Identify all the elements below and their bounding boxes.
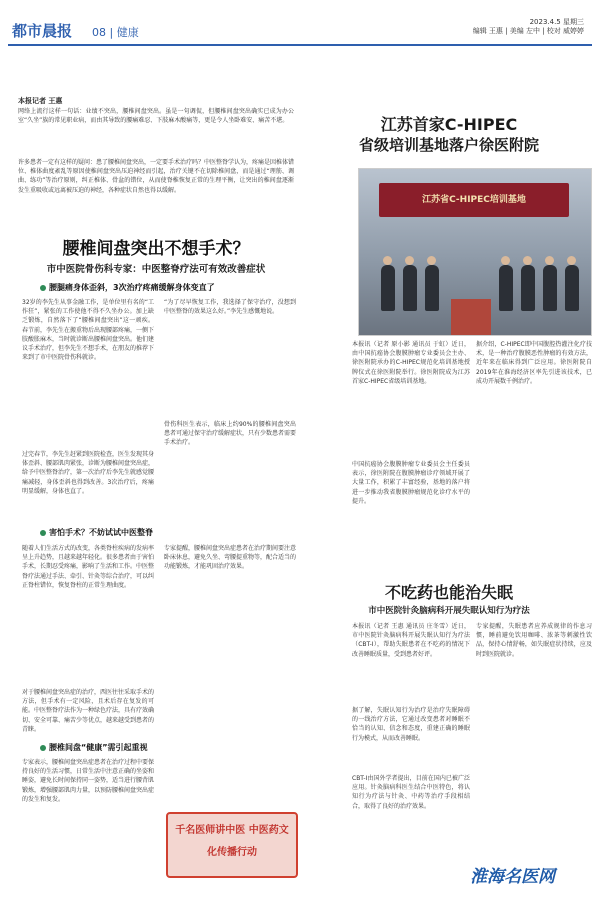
subheading-1: 腰腿痛身体歪斜，3次治疗疼痛缓解身体变直了 [40, 282, 300, 293]
left-col2-para7: 专家提醒，腰椎间盘突出症患者在治疗期间要注意卧床休息，避免久坐、弯腰提重物等，配合适当的功能锻炼，才能巩固治疗效果。 [164, 545, 296, 571]
person-figure [499, 265, 513, 311]
person-head [383, 256, 392, 265]
person-figure [521, 265, 535, 311]
left-col1-para6: 对于腰椎间盘突出症的治疗，西医往往采取手术的方法，但手术有一定风险，且术后存在复发的可能。中医整脊疗法作为一种绿色疗法，具有疗效确切、安全可靠、痛苦少等优点，越来越受到患者的青睐。 [22, 689, 154, 733]
date-box [473, 18, 584, 36]
masthead [0, 0, 600, 44]
person-head [545, 256, 554, 265]
person-head [567, 256, 576, 265]
left-headline: 腰椎间盘突出不想手术？ [62, 239, 250, 259]
right-col1-para4: 本报讯（记者 王惠 通讯员 庄冬雪）近日，市中医院针灸脑病科开展失眠认知行为疗法（CBT-I），帮助失眠患者在不吃药的情况下改善睡眠质量，受到患者好评。 [352, 623, 470, 658]
right-headline-line2: 省级培训基地落户徐医附院 [358, 136, 539, 154]
subheading-3: 腰椎间盘“健康”需引起重视 [40, 742, 300, 753]
promo-box [166, 812, 298, 878]
left-col1-para2: 过完春节，李先生赶紧到医院检查，医生发现其身体歪斜、腰部肌肉紧张，诊断为腰椎间盘突出症，给予中医整脊治疗，第一次治疗后李先生就感觉腰痛减轻，身体歪斜也得到改善。3次治疗后，疼痛明显缓解，身体也直了。 [22, 451, 154, 495]
person-figure [425, 265, 439, 311]
right-col1-para1: 本报讯（记者 原小影 通讯员 于虹）近日，由中国抗癌协会腹膜肿瘤专业委员会主办、徐医附院承办的C-HIPEC规范化培训基地授牌仪式在徐医附院举行。徐医附院成为江苏首家C-HIPEC省级培训基地。 [352, 341, 470, 385]
bullet-icon [40, 745, 46, 751]
issue-date: 2023.4.5 星期三 [529, 18, 584, 26]
left-col2-para8-cont [164, 758, 296, 810]
photo-banner [379, 183, 569, 217]
person-figure [565, 265, 579, 311]
right-col2-para3: 据介绍，C-HIPEC即中国腹腔热灌注化疗技术，是一种治疗腹膜恶性肿瘤的有效方法，近年来在临床得到广泛应用。徐医附院自2019年在淮海经济区率先引进该技术，已成功开展数千例治疗。 [476, 341, 592, 385]
reporter-byline: 本报记者 王惠 [18, 97, 63, 105]
person-figure [403, 265, 417, 311]
left-subtitle: 市中医院骨伤科专家：中医整脊疗法可有效改善症状 [46, 264, 266, 275]
person-head [501, 256, 510, 265]
intro-paragraph-1: 网络上流行这样一句话：业绩不突出，腰椎间盘突出。虽是一句调侃，但腰椎间盘突出确实已成为办公室“久坐”族的常见职业病，而由其导致的腰痛难忍、下肢麻木酸痛等，更是令人坐卧难安、痛苦不堪。 [18, 108, 294, 125]
section-label: 08 | 健康 [92, 26, 139, 39]
person-head [523, 256, 532, 265]
masthead-rule [8, 44, 592, 46]
bullet-icon [40, 285, 46, 291]
watermark-logo: 淮海名医网 [470, 867, 555, 887]
left-col2-para4: 骨伤科医生表示，临床上约90%的腰椎间盘突出患者可通过保守治疗缓解症状，只有少数患者需要手术治疗。 [164, 421, 296, 447]
subheading-2: 害怕手术？不妨试试中医整脊 [40, 527, 300, 538]
left-col1-para8: 专家表示，腰椎间盘突出症患者在治疗过程中要保持良好的生活习惯，日常生活中注意正确的坐姿和睡姿，避免长时间保持同一姿势，适当进行腰背肌锻炼，增强腰部肌肉力量，以预防腰椎间盘突出症的发生和复发。 [22, 759, 154, 803]
podium [451, 299, 491, 335]
person-head [427, 256, 436, 265]
photo-banner-text: 江苏省C-HIPEC培训基地 [422, 195, 526, 205]
editors-line: 编辑 王惠 | 美编 左中 | 校对 威婷婷 [472, 27, 584, 35]
left-col1-para1: 32岁的李先生从事金融工作，是单位里有名的“工作狂”，紧张的工作使他不得不久坐办公。加上缺乏锻炼，自然落下了“腰椎间盘突出”这一顽疾。春节前，李先生在搬重物后出现腰部疼痛，一侧下肢酸胀麻木，当时就诊断出腰椎间盘突出。他们建议手术治疗，但李先生不想手术，在朋友的推荐下来到了市中医院骨伤科就诊。 [22, 299, 154, 362]
intro-paragraph-2: 许多患者一定有这样的疑问：患了腰椎间盘突出，一定要手术治疗吗？中医整脊学认为，疼痛是因椎体错位、椎体曲度紊乱等原因使椎间盘突出压迫神经而引起，治疗关键不在切除椎间盘，而是通过“理筋、调曲、练功”等治疗原则，纠正椎体、骨盆的错位，从而使脊椎恢复正常的生理平衡，让突出的椎间盘逐渐发生重吸收或远离被压迫的神经，各种症状自然也得以缓解。 [18, 159, 294, 194]
ceremony-photo [358, 168, 592, 336]
bullet-icon [40, 530, 46, 536]
right-col1-para2: 中国抗癌协会腹膜肿瘤专业委员会主任委员表示，徐医附院在腹膜肿瘤诊疗领域开展了大量工作，积累了丰富经验，基地的落户将进一步推动我省腹膜肿瘤规范化诊疗水平的提升。 [352, 461, 470, 505]
brand-logo: 都市晨报 [12, 22, 73, 40]
insomnia-headline: 不吃药也能治失眠 [384, 583, 513, 602]
right-headline-line1: 江苏首家C-HIPEC [380, 115, 518, 134]
person-figure [543, 265, 557, 311]
right-col1-para6: CBT-I由国外学者提出，目前在国内已被广泛应用。针灸脑病科医生结合中医特色，将认知行为疗法与针灸、中药等治疗手段相结合，取得了良好的治疗效果。 [352, 775, 470, 810]
person-figure [381, 265, 395, 311]
right-col1-para5: 据了解，失眠认知行为治疗是治疗失眠障碍的一线治疗方法，它通过改变患者对睡眠不恰当的认知、信念和态度，重建正确的睡眠行为模式，从而改善睡眠。 [352, 707, 470, 742]
left-col2-para3: “为了尽早恢复工作，我选择了保守治疗，没想到中医整脊的效果这么好。”李先生感慨地说。 [164, 299, 296, 316]
person-head [405, 256, 414, 265]
insomnia-subtitle: 市中医院针灸脑病科开展失眠认知行为疗法 [368, 606, 530, 616]
promo-text: 千名医师讲中医 中医药文化传播行动 [175, 825, 289, 858]
right-col2-para7: 专家提醒，失眠患者应养成规律的作息习惯，睡前避免饮用咖啡、浓茶等刺激性饮品，保持心情舒畅，如失眠症状持续，应及时到医院就诊。 [476, 623, 592, 658]
left-col1-para5: 随着人们生活方式的改变，各类脊柱疾病的发病率呈上升趋势，且越来越年轻化。很多患者由于害怕手术，长期忍受疼痛，影响了生活和工作。中医整脊疗法通过手法、牵引、针灸等综合治疗，可以纠正脊柱错位，恢复脊柱的正常生理曲度。 [22, 545, 154, 589]
